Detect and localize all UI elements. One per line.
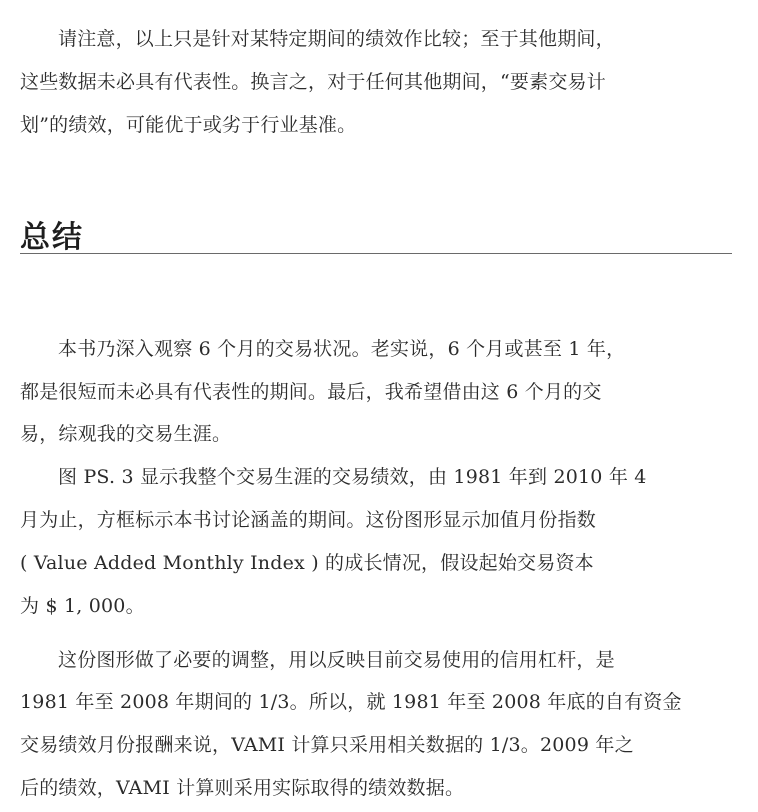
intro-line-3: 划”的绩效，可能优于或劣于行业基准。 (20, 114, 357, 136)
p1-line-3: 易，综观我的交易生涯。 (20, 423, 232, 445)
p2-line-2: 月为止，方框标示本书讨论涵盖的期间。这份图形显示加值月份指数 (20, 509, 597, 531)
p2-line-1: 图 PS. 3 显示我整个交易生涯的交易绩效，由 1981 年到 2010 年 4 (58, 466, 647, 488)
heading-rule (20, 253, 732, 254)
p3-line-1: 这份图形做了必要的调整，用以反映目前交易使用的信用杠杆，是 (58, 649, 615, 671)
p3-line-3: 交易绩效月份报酬来说，VAMI 计算只采用相关数据的 1/3。2009 年之 (20, 734, 634, 756)
p1-line-2: 都是很短而未必具有代表性的期间。最后，我希望借由这 6 个月的交 (20, 381, 602, 403)
p3-line-4: 后的绩效，VAMI 计算则采用实际取得的绩效数据。 (20, 777, 465, 799)
p2-line-4: 为 $ 1, 000。 (20, 595, 145, 617)
p1-line-1: 本书乃深入观察 6 个月的交易状况。老实说，6 个月或甚至 1 年， (58, 338, 626, 360)
p3-line-2: 1981 年至 2008 年期间的 1/3。所以，就 1981 年至 2008 年底的自有资金 (20, 691, 682, 713)
p2-line-3: ( Value Added Monthly Index ) 的成长情况，假设起始交易资本 (20, 552, 594, 574)
section-heading: 总结 (20, 220, 84, 255)
intro-line-2: 这些数据未必具有代表性。换言之，对于任何其他期间，“要素交易计 (20, 71, 606, 93)
intro-line-1: 请注意，以上只是针对某特定期间的绩效作比较；至于其他期间， (58, 28, 615, 50)
